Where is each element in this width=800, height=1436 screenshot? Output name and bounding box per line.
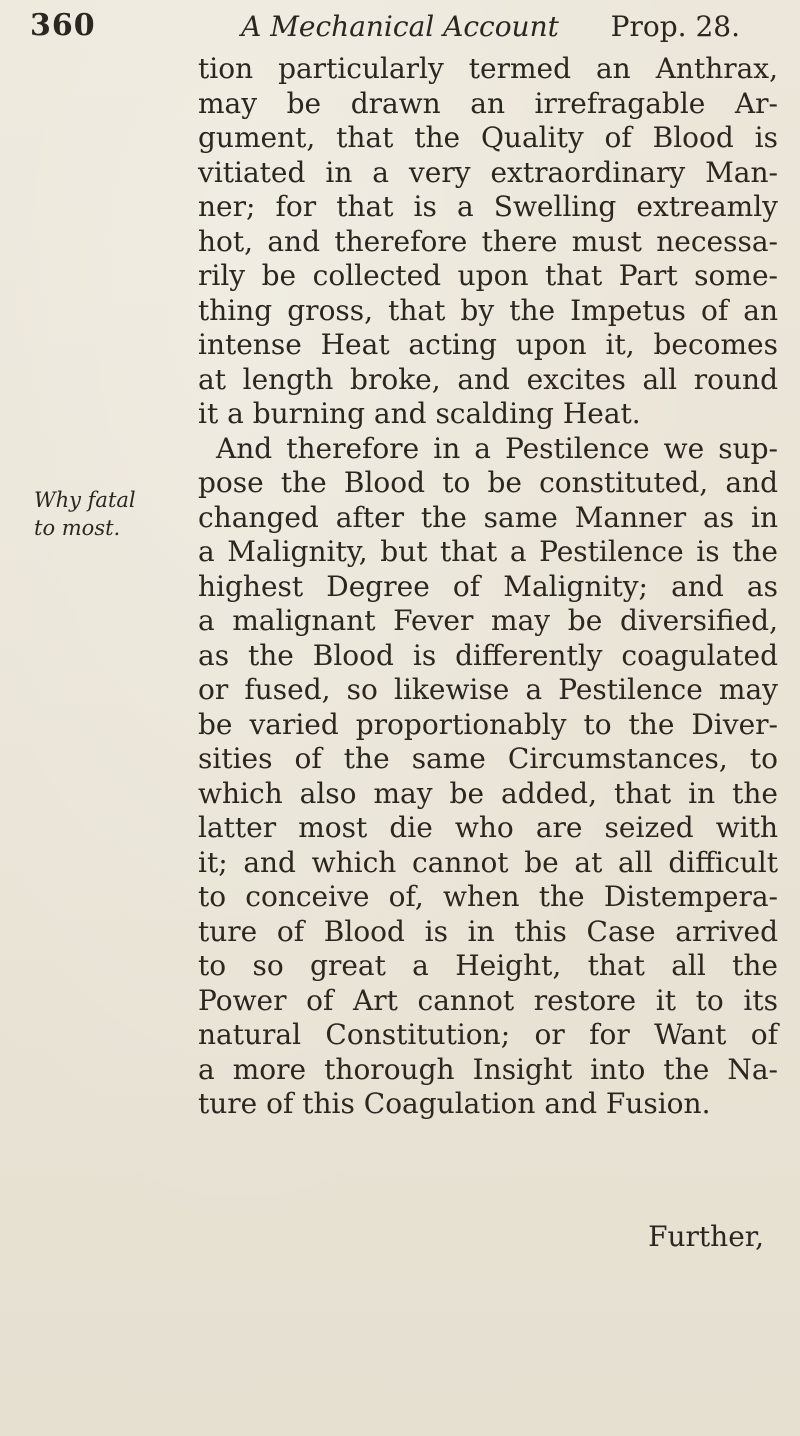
text-line: latter most die who are seized with — [198, 811, 778, 844]
text-line: to conceive of, when the Distempera- — [198, 880, 778, 913]
marginal-note — [34, 486, 136, 542]
text-line: it; and which cannot be at all difficult — [198, 845, 778, 879]
text-line: a Malignity, but that a Pestilence is the — [198, 535, 778, 568]
text-line: ture of Blood is in this Case arrived — [198, 914, 778, 948]
text-line: natural Constitution; or for Want of — [198, 1018, 778, 1051]
running-title: A Mechanical Account — [241, 10, 559, 43]
text-line: hot, and therefore there must necessa- — [198, 224, 778, 258]
marginal-note-line: to most. — [34, 516, 121, 540]
marginal-note-line: Why fatal — [34, 488, 136, 512]
text-line: at length broke, and excites all round — [198, 362, 778, 396]
text-line: a malignant Fever may be diversified, — [198, 604, 778, 637]
text-line: rily be collected upon that Part some- — [198, 259, 778, 292]
text-line: vitiated in a very extraordinary Man- — [198, 155, 778, 189]
text-line: tion particularly termed an Anthrax, — [198, 52, 778, 85]
section-label: Prop. 28. — [610, 10, 740, 43]
text-line: be varied proportionably to the Diver- — [198, 707, 778, 741]
text-line: ture of this Coagulation and Fusion. — [198, 1087, 711, 1120]
running-head — [0, 10, 800, 43]
catchword: Further, — [648, 1220, 764, 1253]
text-line: And therefore in a Pestilence we sup- — [216, 431, 778, 465]
text-line: or fused, so likewise a Pestilence may — [198, 673, 778, 706]
text-line: intense Heat acting upon it, becomes — [198, 328, 778, 361]
text-line: it a burning and scalding Heat. — [198, 397, 641, 430]
text-line: to so great a Height, that all the — [198, 949, 778, 982]
body-text — [198, 52, 778, 1122]
text-line: sities of the same Circumstances, to — [198, 742, 778, 775]
text-line: highest Degree of Malignity; and as — [198, 569, 778, 603]
text-line: as the Blood is differently coagulated — [198, 638, 778, 672]
text-line: thing gross, that by the Impetus of an — [198, 293, 778, 327]
text-line: ner; for that is a Swelling extreamly — [198, 190, 778, 223]
text-line: Power of Art cannot restore it to its — [198, 983, 778, 1017]
text-line: changed after the same Manner as in — [198, 500, 778, 534]
text-line: a more thorough Insight into the Na- — [198, 1052, 778, 1086]
text-line: which also may be added, that in the — [198, 776, 778, 810]
text-line: gument, that the Quality of Blood is — [198, 121, 778, 154]
text-line: pose the Blood to be constituted, and — [198, 466, 778, 499]
text-line: may be drawn an irrefragable Ar- — [198, 86, 778, 120]
page-number: 360 — [30, 8, 96, 43]
